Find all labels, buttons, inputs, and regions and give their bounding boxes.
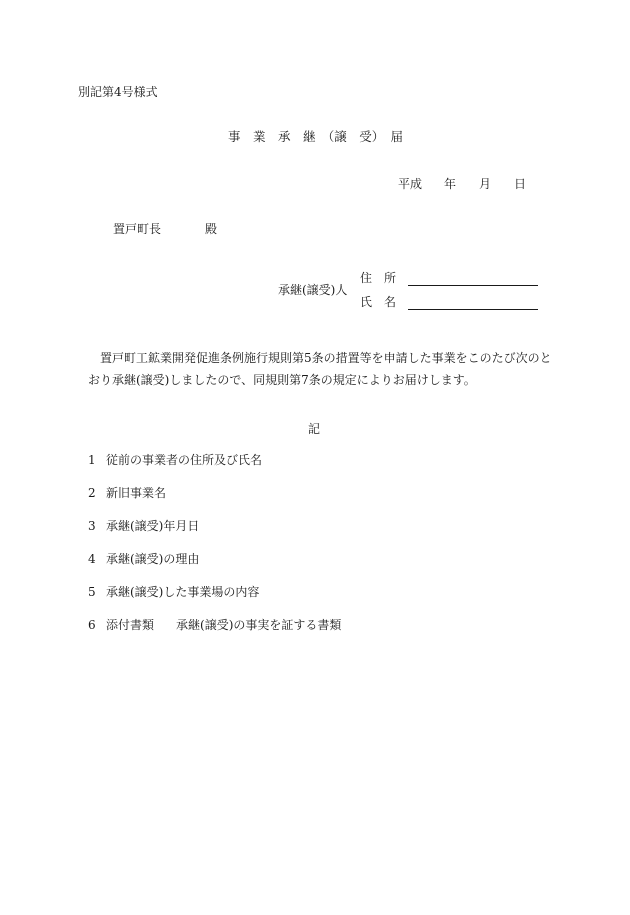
item-number: 6 (88, 618, 96, 632)
date-line (398, 178, 526, 190)
name-field[interactable] (360, 296, 396, 308)
address-label: 住 所 (360, 271, 397, 285)
item-extra-text: 承継(譲受)の事実を証する書類 (176, 618, 342, 632)
item-number: 5 (88, 585, 96, 599)
item-text: 承継(譲受)した事業場の内容 (106, 585, 260, 599)
body-paragraph (88, 347, 558, 391)
addressee-name: 置戸町長 (113, 222, 162, 236)
date-month-unit: 月 (479, 177, 492, 191)
name-underline[interactable] (408, 309, 538, 310)
body-line-2: おり承継(譲受)しましたので、同規則第7条の規定によりお届けします。 (88, 373, 476, 387)
body-line-1: 置戸町工鉱業開発促進条例施行規則第5条の措置等を申請した事業をこのたび次のと (100, 351, 552, 365)
address-underline[interactable] (408, 285, 538, 286)
name-label: 氏 名 (360, 295, 397, 309)
address-field[interactable] (360, 272, 396, 284)
item-text: 承継(譲受)年月日 (106, 519, 200, 533)
list-item (88, 520, 199, 532)
item-text: 承継(譲受)の理由 (106, 552, 200, 566)
addressee-honorific: 殿 (205, 222, 218, 236)
list-item (88, 553, 199, 565)
date-era: 平成 (398, 177, 423, 191)
document-title: 事 業 承 継 （譲 受） 届 (228, 129, 404, 144)
list-item (88, 487, 166, 499)
list-item (88, 619, 341, 631)
addressee (113, 223, 217, 235)
form-number: 別記第4号様式 (78, 85, 158, 99)
list-item (88, 586, 259, 598)
item-text: 新旧事業名 (106, 486, 167, 500)
item-text: 従前の事業者の住所及び氏名 (106, 453, 263, 467)
list-item (88, 454, 262, 466)
note-heading: 記 (308, 422, 321, 436)
item-number: 4 (88, 552, 96, 566)
item-number: 2 (88, 486, 96, 500)
item-text: 添付書類 (106, 618, 155, 632)
applicant-role-label: 承継(譲受)人 (278, 283, 348, 297)
date-day-unit: 日 (514, 177, 527, 191)
date-year-unit: 年 (444, 177, 457, 191)
item-number: 3 (88, 519, 96, 533)
item-number: 1 (88, 453, 96, 467)
